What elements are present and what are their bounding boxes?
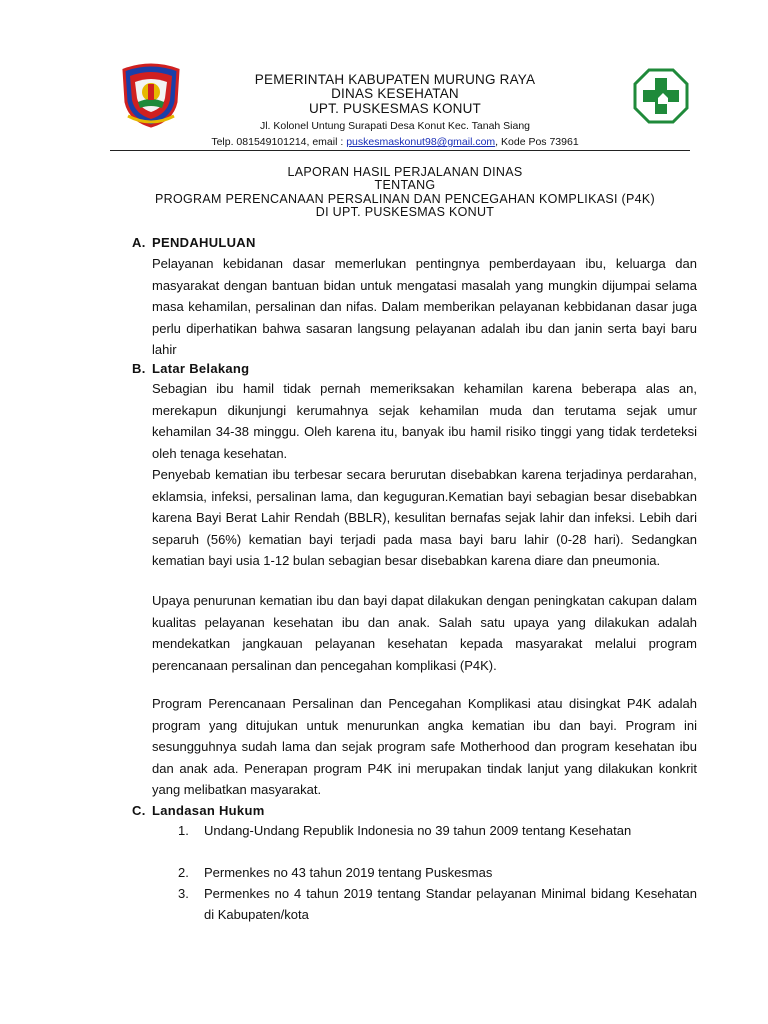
section-a-letter: A. xyxy=(132,235,146,250)
section-b-paragraph-1: Sebagian ibu hamil tidak pernah memeriksakan kehamilan karena beberapa alas an, merekapun dikunjungi kerumahnya sejak kehamilan muda dan terutama sejak umur kehamilan 34-38 minggu. Oleh karena itu, banyak ibu hamil risiko tinggi yang tidak terdeteksi oleh tenaga kesehatan. xyxy=(152,381,697,461)
section-b-letter: B. xyxy=(132,361,146,376)
law-item-text: Permenkes no 43 tahun 2019 tentang Puskesmas xyxy=(204,865,493,880)
letterhead-unit-line: UPT. PUSKESMAS KONUT xyxy=(308,101,482,116)
letterhead-postcode: , Kode Pos 73961 xyxy=(495,136,579,148)
section-a-title: PENDAHULUAN xyxy=(152,235,256,250)
section-b-heading xyxy=(132,361,249,376)
report-title-about: TENTANG xyxy=(374,178,436,192)
regency-emblem-logo xyxy=(120,62,182,128)
letterhead-divider xyxy=(110,150,690,151)
section-b-paragraph-4: Program Perencanaan Persalinan dan Pencegahan Komplikasi atau disingkat P4K adalah program yang ditujukan untuk menurunkan angka kematian ibu dan bayi. Program ini sesungguhnya sudah lama dan sejak program safe Motherhood dan program kesehatan ibu dan anak ada. Penerapan program P4K ini merupakan tindak lanjut yang dilakukan konkrit yang melibatkan masyarakat. xyxy=(152,696,697,797)
letterhead-contact xyxy=(160,136,630,148)
law-list-item-2 xyxy=(178,862,697,883)
email-link[interactable]: puskesmaskonut98@gmail.com xyxy=(346,136,496,148)
law-item-number: 3. xyxy=(178,886,189,901)
section-c-title: Landasan Hukum xyxy=(152,803,265,818)
letterhead-address: Jl. Kolonel Untung Surapati Desa Konut Kec. Tanah Siang xyxy=(259,120,531,132)
law-list-item-3 xyxy=(178,883,697,925)
puskesmas-cross-logo xyxy=(633,68,689,124)
report-title-program: PROGRAM PERENCANAAN PERSALINAN DAN PENCEGAHAN KOMPLIKASI (P4K) xyxy=(155,192,655,206)
section-b-paragraph-2: Penyebab kematian ibu terbesar secara berurutan disebabkan karena terjadinya perdarahan, eklamsia, infeksi, persalinan lama, dan keguguran.Kematian bayi sebagian besar disebabkan karena Bayi Berat Lahir Rendah (BBLR), kesulitan bernafas sejak lahir dan infeksi. Lebih dari separuh (56%) kematian bayi terjadi pada masa bayi baru lahir (0-28 hari). Sedangkan kematian bayi usia 1-12 bulan sebagian besar disebabkan karena diare dan pneumonia. xyxy=(152,467,697,568)
report-title-location: DI UPT. PUSKESMAS KONUT xyxy=(315,205,495,219)
law-list-item-1 xyxy=(178,820,697,841)
letterhead-department-line: DINAS KESEHATAN xyxy=(331,86,459,101)
letterhead-government-line: PEMERINTAH KABUPATEN MURUNG RAYA xyxy=(254,72,536,87)
law-item-text: Undang-Undang Republik Indonesia no 39 tahun 2009 tentang Kesehatan xyxy=(204,823,632,838)
report-title: LAPORAN HASIL PERJALANAN DINAS xyxy=(287,165,523,179)
law-item-text: Permenkes no 4 tahun 2019 tentang Standar pelayanan Minimal bidang Kesehatan di Kabupaten/kota xyxy=(204,886,697,922)
law-item-number: 1. xyxy=(178,823,189,838)
section-b-paragraph-3: Upaya penurunan kematian ibu dan bayi dapat dilakukan dengan peningkatan cakupan dalam kualitas pelayanan kesehatan ibu dan anak. Salah satu upaya yang dilakukan adalah mendekatkan jangkauan pelayanan kesehatan kepada masyarakat melalui program perencanaan persalinan dan pencegahan komplikasi (P4K). xyxy=(152,593,697,673)
section-c-letter: C. xyxy=(132,803,146,818)
letterhead-phone: Telp. 081549101214, email : xyxy=(211,136,347,148)
section-c-heading xyxy=(132,803,265,818)
law-item-number: 2. xyxy=(178,865,189,880)
section-b-title: Latar Belakang xyxy=(152,361,250,376)
section-a-heading xyxy=(132,235,256,250)
section-a-paragraph: Pelayanan kebidanan dasar memerlukan pentingnya pemberdayaan ibu, keluarga dan masyarakat dengan bantuan bidan untuk mengatasi masalah yang mungkin dijumpai selama masa kehamilan, persalinan dan nifas. Dalam memberikan pelayanan kebbidanan dasar juga perlu diperhatikan bahwa sasaran langsung pelayanan adalah ibu dan janin serta bayi baru lahir xyxy=(152,256,697,357)
